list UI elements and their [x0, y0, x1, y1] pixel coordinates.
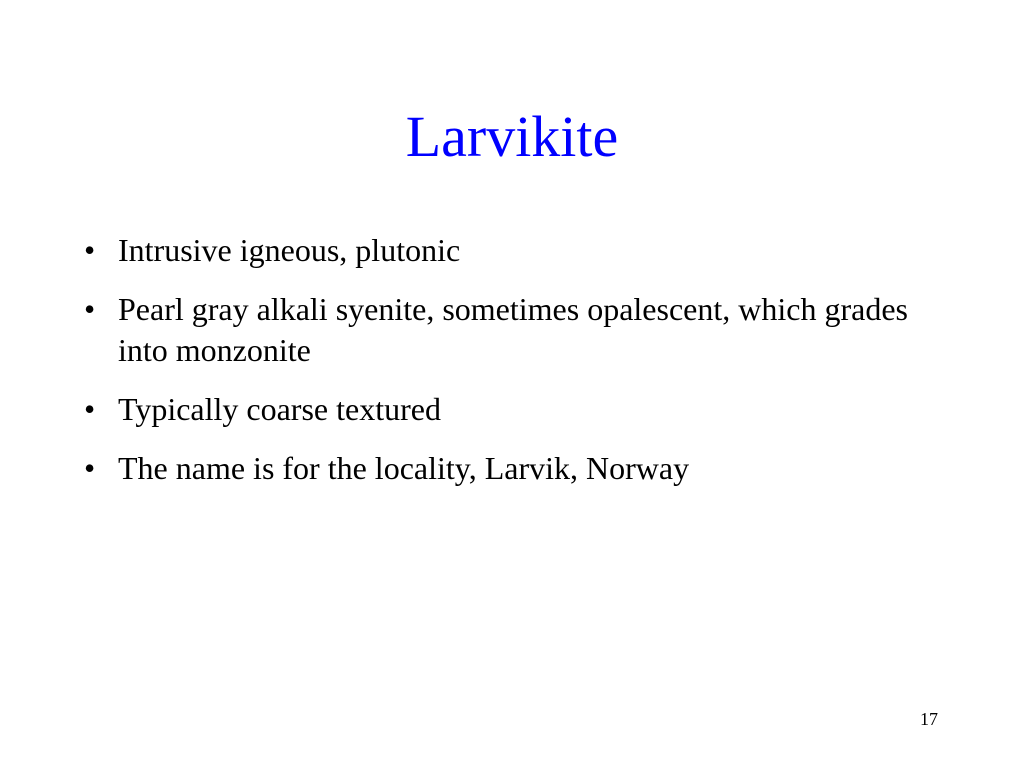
bullet-text: The name is for the locality, Larvik, Norway	[118, 450, 690, 486]
bullet-list	[78, 230, 938, 507]
bullet-icon: •	[84, 291, 96, 327]
bullet-text: Pearl gray alkali syenite, sometimes opalescent, which grades into monzonite	[118, 291, 908, 368]
bullet-text: Typically coarse textured	[118, 391, 441, 427]
bullet-icon: •	[84, 232, 96, 268]
bullet-text: Intrusive igneous, plutonic	[118, 232, 461, 268]
bullet-icon: •	[84, 450, 96, 486]
slide-number: 17	[920, 709, 938, 729]
bullet-item	[78, 230, 938, 271]
bullet-icon: •	[84, 391, 96, 427]
slide-title: Larvikite	[405, 104, 619, 169]
bullet-item	[78, 448, 938, 489]
bullet-item	[78, 389, 938, 430]
bullet-item	[78, 289, 938, 371]
